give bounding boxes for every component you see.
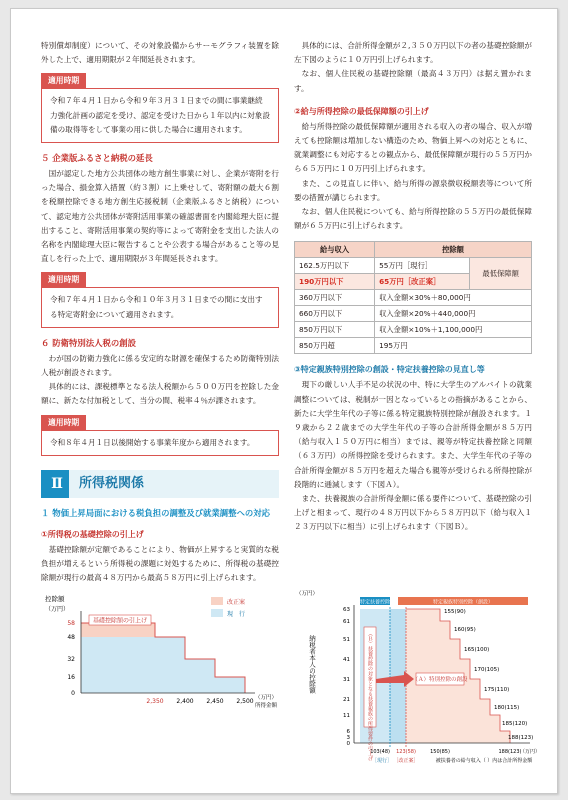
step-label: 175(110) [484, 687, 510, 693]
paragraph: 現下の厳しい人手不足の状況の中、特に大学生のアルバイトの就業調整については、税制が一因となっているとの指摘があることから、新たに大学生年代の子等に係る特定親族特別控除が創設されます。１９歳から２２歳までの大学生年代の子等の合計所得金額が８５万円（給与収入１５０万円に相当）までは、親等が特定扶養控除と同額（６３万円）の所得控除を受けられます。また、大学生年代の子等の合計所得金額が８５万円を超えた場合も親等が受けられる所得控除が段階的に逓減します（下図Ａ）。 [294, 380, 532, 489]
y-tick: 6 [346, 729, 350, 735]
chart-note: 基礎控除額の引上げ [93, 617, 148, 625]
y-tick: 51 [343, 637, 350, 643]
x-tick: 2,500 [236, 698, 254, 706]
x-tick: 150(85) [430, 749, 450, 755]
y-tick: 16 [67, 674, 75, 682]
x-tick: 188(123) [498, 749, 522, 755]
table-row [295, 322, 532, 338]
current-bar [215, 677, 245, 693]
table-row [295, 258, 532, 274]
legend-reform: 改正案 [227, 599, 246, 607]
legend-current: 現 行 [227, 611, 246, 619]
table-cell: 収入金額×20%＋440,000円 [375, 306, 532, 322]
paragraph: 国が認定した地方公共団体の地方創生事業に対し、企業が寄附を行った場合、損金算入措置（約３割）に上乗せして、寄附額の最大６割を税額控除できる地方創生応援税制（企業版ふるさと納税）について、認定地方公共団体が寄附活用事業の確認書面を内閣総理大臣に提出すること、寄附活用事業の契約等によって寄附金を支出した法人の名称を内閣総理大臣に報告することや公表する場合があること等の見直しを行った上で、適用期限が３年間延長されます。 [41, 169, 279, 264]
legend-swatch-reform [211, 597, 223, 605]
step-label: 165(100) [464, 647, 490, 653]
table-header: 給与収入 [295, 242, 375, 258]
paragraph: なお、個人住民税についても、給与所得控除の５５万円の最低保障額が６５万円に引上げられます。 [294, 207, 532, 231]
x-label: 所得金額 [254, 703, 277, 710]
chart-yunit: （万円） [45, 606, 70, 614]
x-sub: 被扶養者の給与収入（ ）内は合計所得金額 [435, 758, 533, 764]
dependent-deduction-chart [294, 587, 542, 767]
paragraph: また、この見直しに伴い、給与所得の源泉徴収税額表等について所要の措置が講じられます。 [294, 178, 532, 202]
y-tick: 3 [346, 735, 350, 741]
left-column [41, 39, 279, 711]
paragraph: 基礎控除額が定額であることにより、物価が上昇すると実質的な税負担が増えるという所得税の課題に対処するために、所得税の基礎控除額が現行の最高４８万円から最高５８万円に引上げられます。 [41, 544, 279, 583]
table-cell: 195万円 [375, 338, 532, 354]
table-cell: 収入金額×10%＋1,100,000円 [375, 322, 532, 338]
x-sub: ［現行］ [371, 758, 393, 764]
table-cell: 162.5万円以下 [295, 258, 375, 274]
top-label: 特定親族特別控除（創設） [432, 599, 494, 606]
salary-deduction-table [294, 241, 532, 354]
x-tick: 2,400 [176, 698, 194, 706]
paragraph: 給与所得控除の最低保障額が適用される収入の者の場合、収入が増えても控除額は増加しない構造のため、物価上昇への対応とともに、就業調整にも対応するとの観点から、最低保障額が現行の５５万円から６５万円に１０万円引上げられます。 [294, 121, 532, 174]
document-page [10, 8, 558, 794]
y-tick: 41 [343, 657, 350, 663]
dependent-deduction-chart-svg [294, 587, 542, 767]
x-tick: 2,450 [206, 698, 224, 706]
step-label: 185(120) [502, 721, 528, 727]
apply-period-box: 令和８年４月１日以後開始する事業年度から適用されます。 [41, 430, 279, 456]
paragraph: 特別償却制度）について、その対象設備からサーモグラフィ装置を除外した上で、適用期限が２年間延長されます。 [41, 41, 279, 65]
table-cell: 850万円超 [295, 338, 375, 354]
table-header-row [295, 242, 532, 258]
apply-period-label: 適用時期 [41, 415, 86, 430]
right-column [294, 39, 532, 535]
y-tick: 63 [343, 607, 350, 613]
table-cell: 660万円以下 [295, 306, 375, 322]
table-cell: 850万円以下 [295, 322, 375, 338]
section-heading: ６ 防衛特別法人税の創設 [41, 337, 137, 348]
table-header: 控除額 [375, 242, 532, 258]
table-cell: 収入金額×30%＋80,000円 [375, 290, 532, 306]
paragraph: 具体的には、合計所得金額が２,３５０万円以下の者の基礎控除額が左下図のように１０万円引上げられます。 [294, 41, 532, 65]
y-tick: 0 [71, 690, 75, 698]
step-label: 180(115) [494, 705, 520, 711]
x-unit: （万円） [254, 695, 277, 702]
section-heading: ５ 企業版ふるさと納税の延長 [41, 153, 153, 164]
current-bar [155, 637, 185, 693]
paragraph: わが国の防衛力強化に係る安定的な財源を確保するため防衛特別法人税が創設されます。 [41, 353, 279, 378]
legend-swatch-current [211, 609, 223, 617]
apply-period-label: 適用時期 [41, 272, 86, 287]
y-tick: 31 [343, 677, 350, 683]
y-tick: 48 [67, 634, 75, 642]
label-a: （Ａ）特別控除の創設 [412, 677, 468, 683]
step-label: 170(105) [474, 667, 500, 673]
chart-ylabel: 納税者本人の控除額 [308, 635, 316, 694]
apply-period-box: 令和７年４月１日から令和９年３月３１日までの間に事業継続力強化計画の認定を受け、認定を受けた日から１年以内に対象設備の取得等をして事業の用に供した場合に適用されます。 [41, 88, 279, 143]
x-tick: 2,350 [146, 698, 164, 706]
current-bar [185, 659, 215, 693]
section-heading: １ 物価上昇局面における税負担の調整及び就業調整への対応 [41, 507, 271, 518]
table-side-label: 最低保障額 [470, 258, 532, 290]
paragraph: なお、個人住民税の基礎控除額（最高４３万円）は据え置かれます。 [294, 69, 532, 93]
chart-ylabel: 控除額 [45, 595, 65, 604]
y-tick: 11 [343, 713, 350, 719]
basic-deduction-chart-svg [41, 591, 279, 711]
table-cell: 55万円［現行］ [375, 258, 470, 274]
label-b: （Ｂ）扶養控除の対象となる扶養親族の所得要件の引上げ [367, 631, 373, 761]
subsection-heading: ①所得税の基礎控除の引上げ [41, 529, 144, 539]
table-row [295, 338, 532, 354]
y-tick: 21 [343, 697, 350, 703]
current-bar [81, 637, 155, 693]
subsection-heading: ③特定親族特別控除の創設・特定扶養控除の見直し等 [294, 365, 485, 375]
apply-period-label: 適用時期 [41, 73, 86, 88]
basic-deduction-chart [41, 591, 279, 711]
paragraph: また、扶養親族の合計所得金額に係る要件について、基礎控除の引上げと相まって、現行の４８万円以下から５８万円以下（給与収入１２３万円以下に相当）に引上げられます（下図Ｂ）。 [294, 494, 532, 532]
section-banner [41, 470, 279, 498]
x-tick: 103(48) [370, 749, 390, 755]
chart-yunit: （万円） [296, 591, 319, 597]
table-row [295, 306, 532, 322]
table-cell: 360万円以下 [295, 290, 375, 306]
apply-period-box: 令和７年４月１日から令和１０年３月３１日までの間に支出する特定寄附金について適用されます。 [41, 287, 279, 327]
y-tick: 0 [346, 741, 350, 747]
table-cell: 190万円以下 [295, 274, 375, 290]
y-tick: 58 [67, 620, 75, 628]
x-sub: ［改正案］ [393, 758, 419, 764]
x-unit: （万円） [519, 749, 540, 755]
step-label: 155(90) [444, 609, 466, 615]
table-cell: 65万円［改正案］ [375, 274, 470, 290]
table-row [295, 290, 532, 306]
x-tick: 123(58) [396, 749, 416, 755]
paragraph: 具体的には、課税標準となる法人税額から５００万円を控除した金額に、新たな付加税として、当分の間、税率４％が課されます。 [41, 382, 279, 406]
y-tick: 32 [67, 656, 75, 664]
y-tick: 61 [343, 619, 350, 625]
banner-number: Ⅱ [45, 470, 69, 498]
step-label: 188(123) [508, 735, 534, 741]
step-label: 160(95) [454, 627, 476, 633]
subsection-heading: ②給与所得控除の最低保障額の引上げ [294, 106, 429, 116]
top-label: 特定扶養控除 [359, 599, 391, 606]
banner-title: 所得税関係 [79, 475, 145, 491]
